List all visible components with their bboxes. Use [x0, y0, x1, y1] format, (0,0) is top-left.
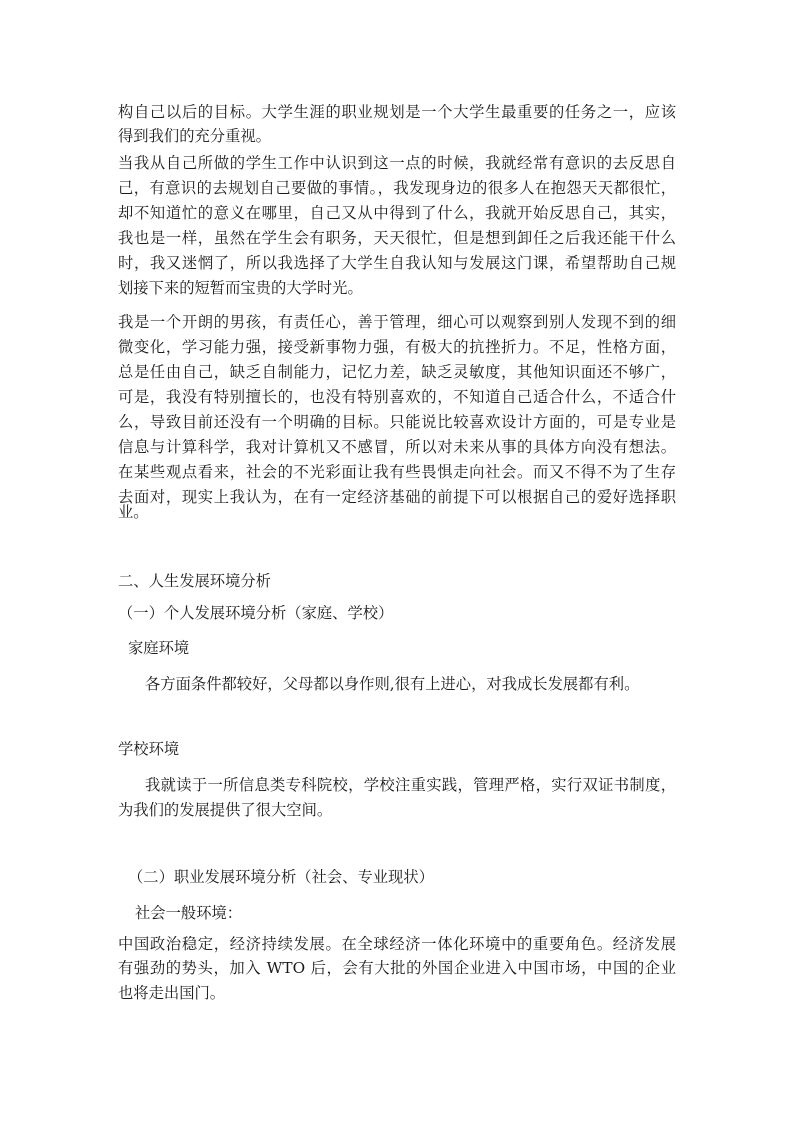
- paragraph-3-line: 信息与计算科学，我对计算机又不感冒，所以对未来从事的具体方向没有想法。: [118, 438, 676, 456]
- family-label: 家庭环境: [128, 639, 190, 657]
- paragraph-3-line: 总是任由自己，缺乏自制能力，记忆力差，缺乏灵敏度，其他知识面还不够广，: [118, 363, 676, 381]
- paragraph-3-line: 微变化，学习能力强，接受新事物力强，有极大的抗挫折力。不足，性格方面，: [118, 338, 676, 356]
- paragraph-2-line: 我也是一样，虽然在学生会有职务，天天很忙，但是想到卸任之后我还能干什么: [118, 229, 676, 247]
- paragraph-1-line: 构自己以后的目标。大学生涯的职业规划是一个大学生最重要的任务之一，应该: [118, 103, 676, 121]
- paragraph-3-line: 我是一个开朗的男孩，有责任心，善于管理，细心可以观察到别人发现不到的细: [118, 313, 676, 331]
- paragraph-3-line: 可是，我没有特别擅长的，也没有特别喜欢的，不知道自己适合什么，不适合什: [118, 388, 676, 406]
- paragraph-3-line: 去面对，现实上我认为，在有一定经济基础的前提下可以根据自己的爱好选择职: [118, 488, 676, 506]
- family-text: 各方面条件都较好，父母都以身作则,很有上进心，对我成长发展都有利。: [145, 675, 640, 693]
- paragraph-3-line: 业。: [118, 503, 149, 521]
- paragraph-3-line: 么，导致目前还没有一个明确的目标。只能说比较喜欢设计方面的，可是专业是: [118, 413, 676, 431]
- society-label: 社会一般环境：: [135, 904, 243, 922]
- subsection-heading: （一）个人发展环境分析（家庭、学校）: [118, 604, 394, 622]
- paragraph-2-line: 却不知道忙的意义在哪里，自己又从中得到了什么，我就开始反思自己，其实，: [118, 204, 676, 222]
- school-label: 学校环境: [118, 740, 180, 758]
- society-text-line: 也将走出国门。: [118, 984, 226, 1002]
- paragraph-2-line: 己，有意识的去规划自己要做的事情。，我发现身边的很多人在抱怨天天都很忙，: [118, 179, 676, 197]
- section-heading: 二、人生发展环境分析: [118, 572, 271, 590]
- subsection-heading: （二）职业发展环境分析（社会、专业现状）: [128, 868, 434, 886]
- society-text-line: 中国政治稳定，经济持续发展。在全球经济一体化环境中的重要角色。经济发展: [118, 935, 676, 953]
- school-text-line: 我就读于一所信息类专科院校，学校注重实践，管理严格，实行双证书制度，: [145, 776, 676, 794]
- paragraph-1-line: 得到我们的充分重视。: [118, 127, 271, 145]
- society-text-line: 有强劲的势头，加入 WTO 后，会有大批的外国企业进入中国市场，中国的企业: [118, 959, 676, 977]
- school-text-line: 为我们的发展提供了很大空间。: [118, 801, 333, 819]
- paragraph-2-line: 当我从自己所做的学生工作中认识到这一点的时候，我就经常有意识的去反思自: [118, 154, 676, 172]
- paragraph-3-line: 在某些观点看来，社会的不光彩面让我有些畏惧走向社会。而又不得不为了生存: [118, 463, 676, 481]
- paragraph-2-line: 时，我又迷惘了，所以我选择了大学生自我认知与发展这门课，希望帮助自己规: [118, 254, 676, 272]
- paragraph-2-line: 划接下来的短暂而宝贵的大学时光。: [118, 279, 363, 297]
